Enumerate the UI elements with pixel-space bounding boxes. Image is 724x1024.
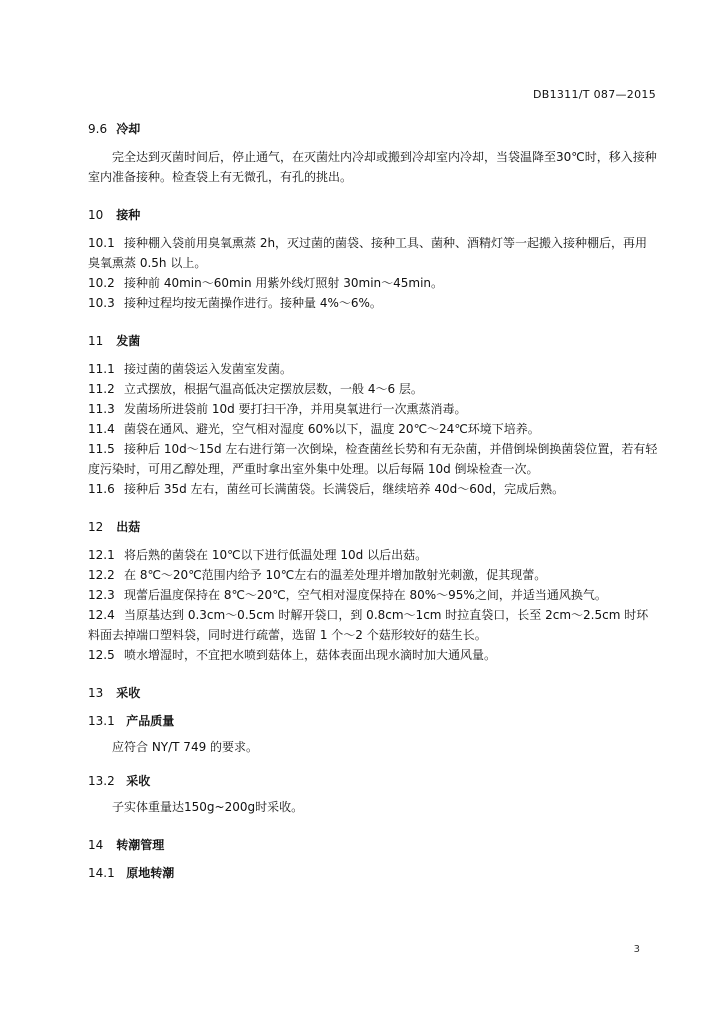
section-number: 11 — [88, 334, 104, 348]
paragraph: 应符合 NY/T 749 的要求。 — [112, 740, 259, 754]
numbered-paragraph — [88, 379, 658, 399]
section-title: 发菌 — [116, 334, 141, 348]
page-content — [88, 119, 658, 889]
paragraph-number: 12.5 — [88, 648, 115, 662]
paragraph-number: 11.1 — [88, 362, 115, 376]
document-code: DB1311/T 087—2015 — [532, 88, 656, 101]
paragraph-number: 10.3 — [88, 296, 115, 310]
paragraph-text: 接种前 40min～60min 用紫外线灯照射 30min～45min。 — [124, 276, 444, 290]
paragraph-text: 接种过程均按无菌操作进行。接种量 4%～6%。 — [124, 296, 382, 310]
section-heading — [88, 517, 658, 537]
paragraph-number: 11.4 — [88, 422, 115, 436]
numbered-paragraph — [88, 439, 658, 479]
subsection-heading — [88, 711, 658, 731]
paragraph-number: 11.2 — [88, 382, 115, 396]
numbered-paragraph — [88, 545, 658, 565]
paragraph-text: 现蕾后温度保持在 8℃～20℃，空气相对湿度保持在 80%～95%之间，并适当通风换气。 — [124, 588, 607, 602]
section-number: 13 — [88, 686, 104, 700]
paragraph: 子实体重量达150g~200g时采收。 — [112, 800, 304, 814]
section-heading — [88, 119, 658, 139]
numbered-paragraph — [88, 585, 658, 605]
paragraph-text: 菌袋在通风、避光，空气相对湿度 60%以下，温度 20℃～24℃环境下培养。 — [124, 422, 540, 436]
numbered-paragraph — [88, 419, 658, 439]
subsection-title: 采收 — [126, 774, 151, 788]
paragraph-text: 在 8℃～20℃范围内给予 10℃左右的温差处理并增加散射光刺激，促其现蕾。 — [124, 568, 547, 582]
section-heading — [88, 835, 658, 855]
paragraph-text: 将后熟的菌袋在 10℃以下进行低温处理 10d 以后出菇。 — [124, 548, 428, 562]
numbered-paragraph — [88, 293, 658, 313]
numbered-paragraph — [88, 359, 658, 379]
subsection-number: 13.1 — [88, 714, 115, 728]
section-number: 14 — [88, 838, 104, 852]
section-title: 出菇 — [116, 520, 141, 534]
subsection-title: 原地转潮 — [126, 866, 175, 880]
page-number: 3 — [633, 944, 640, 955]
paragraph-number: 10.2 — [88, 276, 115, 290]
section-number: 10 — [88, 208, 104, 222]
paragraph-number: 12.4 — [88, 608, 115, 622]
numbered-paragraph — [88, 273, 658, 293]
subsection-number: 14.1 — [88, 866, 115, 880]
paragraph-number: 12.3 — [88, 588, 115, 602]
section-title: 转潮管理 — [116, 838, 165, 852]
paragraph-text: 接种后 10d～15d 左右进行第一次倒垛，检查菌丝长势和有无杂菌，并借倒垛倒换菌袋位置，若有轻度污染时，可用乙醇处理，严重时拿出室外集中处理。以后每隔 10d 倒垛检查一次。 — [88, 442, 658, 476]
paragraph-text: 发菌场所进袋前 10d 要打扫干净，并用臭氧进行一次熏蒸消毒。 — [124, 402, 467, 416]
numbered-paragraph — [88, 565, 658, 585]
numbered-paragraph — [88, 479, 658, 499]
paragraph-text: 接过菌的菌袋运入发菌室发菌。 — [124, 362, 293, 376]
numbered-paragraph — [88, 399, 658, 419]
paragraph-text: 当原基达到 0.3cm～0.5cm 时解开袋口，到 0.8cm～1cm 时拉直袋口，长至 2cm～2.5cm 时环料面去掉端口塑料袋，同时进行疏蕾，选留 1 个～2 个菇形较好的菇生长。 — [88, 608, 649, 642]
subsection-heading — [88, 771, 658, 791]
paragraph-number: 11.3 — [88, 402, 115, 416]
section-title: 接种 — [116, 208, 141, 222]
subsection-number: 13.2 — [88, 774, 115, 788]
section-heading — [88, 205, 658, 225]
subsection-heading — [88, 863, 658, 883]
paragraph-number: 12.1 — [88, 548, 115, 562]
paragraph-number: 10.1 — [88, 236, 115, 250]
numbered-paragraph — [88, 605, 658, 645]
paragraph-text: 立式摆放，根据气温高低决定摆放层数，一般 4～6 层。 — [124, 382, 423, 396]
paragraph-text: 接种后 35d 左右，菌丝可长满菌袋。长满袋后，继续培养 40d～60d，完成后熟。 — [124, 482, 565, 496]
section-title: 采收 — [116, 686, 141, 700]
paragraph-number: 11.6 — [88, 482, 115, 496]
paragraph-number: 12.2 — [88, 568, 115, 582]
paragraph-text: 喷水增湿时，不宜把水喷到菇体上，菇体表面出现水滴时加大通风量。 — [124, 648, 497, 662]
section-number: 9.6 — [88, 122, 108, 136]
paragraph-text: 接种棚入袋前用臭氧熏蒸 2h，灭过菌的菌袋、接种工具、菌种、酒精灯等一起搬入接种棚后，再用臭氧熏蒸 0.5h 以上。 — [88, 236, 648, 270]
paragraph: 完全达到灭菌时间后，停止通气，在灭菌灶内冷却或搬到冷却室内冷却，当袋温降至30℃时，移入接种室内准备接种。检查袋上有无微孔，有孔的挑出。 — [88, 150, 657, 184]
section-number: 12 — [88, 520, 104, 534]
section-heading — [88, 683, 658, 703]
section-title: 冷却 — [116, 122, 141, 136]
section-heading — [88, 331, 658, 351]
paragraph-number: 11.5 — [88, 442, 115, 456]
numbered-paragraph — [88, 645, 658, 665]
subsection-title: 产品质量 — [126, 714, 175, 728]
numbered-paragraph — [88, 233, 658, 273]
